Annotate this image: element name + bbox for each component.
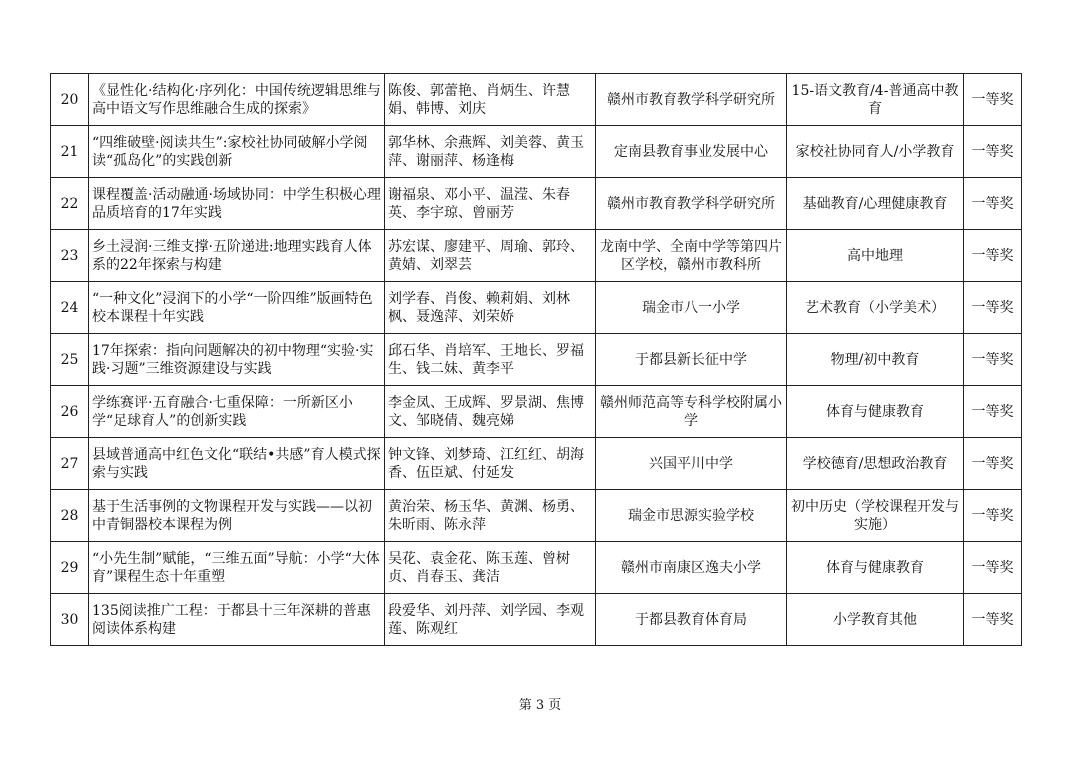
- table-row: [51, 438, 1022, 490]
- authors-cell: 苏宏谋、廖建平、周瑜、郭玲、黄婧、刘翠芸: [385, 230, 596, 282]
- authors-cell: 郭华林、余燕辉、刘美蓉、黄玉萍、谢丽萍、杨逢梅: [385, 126, 596, 178]
- title-cell: 乡土浸润·三维支撑·五阶递进:地理实践育人体系的22年探索与构建: [89, 230, 385, 282]
- row-number-cell: 28: [51, 490, 89, 542]
- category-cell: 初中历史（学校课程开发与实施）: [787, 490, 964, 542]
- row-number-cell: 30: [51, 594, 89, 646]
- table-row: [51, 594, 1022, 646]
- page-number: 第 3 页: [518, 698, 562, 713]
- unit-cell: 瑞金市思源实验学校: [596, 490, 787, 542]
- prize-cell: 一等奖: [964, 74, 1022, 126]
- row-number-cell: 25: [51, 334, 89, 386]
- unit-cell: 赣州市南康区逸夫小学: [596, 542, 787, 594]
- row-number-cell: 29: [51, 542, 89, 594]
- category-cell: 物理/初中教育: [787, 334, 964, 386]
- title-cell: 17年探索：指向问题解决的初中物理“实验·实践·习题”三维资源建设与实践: [89, 334, 385, 386]
- row-number-cell: 20: [51, 74, 89, 126]
- table-row: [51, 490, 1022, 542]
- unit-cell: 赣州师范高等专科学校附属小学: [596, 386, 787, 438]
- category-cell: 高中地理: [787, 230, 964, 282]
- title-cell: “一种文化”浸润下的小学“一阶四维”版画特色校本课程十年实践: [89, 282, 385, 334]
- title-cell: 课程覆盖·活动融通·场域协同：中学生积极心理品质培育的17年实践: [89, 178, 385, 230]
- row-number-cell: 24: [51, 282, 89, 334]
- prize-cell: 一等奖: [964, 438, 1022, 490]
- table-row: [51, 126, 1022, 178]
- table-row: [51, 282, 1022, 334]
- category-cell: 小学教育其他: [787, 594, 964, 646]
- table-row: [51, 74, 1022, 126]
- unit-cell: 定南县教育事业发展中心: [596, 126, 787, 178]
- unit-cell: 龙南中学、全南中学等第四片区学校，赣州市教科所: [596, 230, 787, 282]
- authors-cell: 陈俊、郭蕾艳、肖炳生、许慧娟、韩博、刘庆: [385, 74, 596, 126]
- awards-table-body: [51, 74, 1022, 646]
- awards-table: [50, 73, 1022, 646]
- authors-cell: 邱石华、肖培军、王地长、罗福生、钱二妹、黄李平: [385, 334, 596, 386]
- unit-cell: 兴国平川中学: [596, 438, 787, 490]
- title-cell: 基于生活事例的文物课程开发与实践——以初中青铜器校本课程为例: [89, 490, 385, 542]
- row-number-cell: 27: [51, 438, 89, 490]
- prize-cell: 一等奖: [964, 230, 1022, 282]
- prize-cell: 一等奖: [964, 334, 1022, 386]
- category-cell: 体育与健康教育: [787, 386, 964, 438]
- prize-cell: 一等奖: [964, 542, 1022, 594]
- row-number-cell: 26: [51, 386, 89, 438]
- authors-cell: 谢福泉、邓小平、温滢、朱春英、李宇琼、曾丽芳: [385, 178, 596, 230]
- prize-cell: 一等奖: [964, 178, 1022, 230]
- unit-cell: 于都县新长征中学: [596, 334, 787, 386]
- category-cell: 艺术教育（小学美术）: [787, 282, 964, 334]
- row-number-cell: 21: [51, 126, 89, 178]
- authors-cell: 李金凤、王成辉、罗景湖、焦博文、邹晓倩、魏亮娣: [385, 386, 596, 438]
- title-cell: 学练赛评·五育融合·七重保障：一所新区小学“足球育人”的创新实践: [89, 386, 385, 438]
- unit-cell: 赣州市教育教学科学研究所: [596, 74, 787, 126]
- title-cell: 县域普通高中红色文化“联结•共感”育人模式探索与实践: [89, 438, 385, 490]
- title-cell: 《显性化·结构化·序列化：中国传统逻辑思维与高中语文写作思维融合生成的探索》: [89, 74, 385, 126]
- prize-cell: 一等奖: [964, 126, 1022, 178]
- category-cell: 基础教育/心理健康教育: [787, 178, 964, 230]
- category-cell: 学校德育/思想政治教育: [787, 438, 964, 490]
- title-cell: 135阅读推广工程：于都县十三年深耕的普惠阅读体系构建: [89, 594, 385, 646]
- title-cell: “小先生制”赋能，“三维五面”导航：小学“大体育”课程生态十年重塑: [89, 542, 385, 594]
- prize-cell: 一等奖: [964, 386, 1022, 438]
- table-row: [51, 230, 1022, 282]
- prize-cell: 一等奖: [964, 282, 1022, 334]
- authors-cell: 段爱华、刘丹萍、刘学园、李观莲、陈观红: [385, 594, 596, 646]
- row-number-cell: 22: [51, 178, 89, 230]
- prize-cell: 一等奖: [964, 594, 1022, 646]
- table-row: [51, 386, 1022, 438]
- authors-cell: 吴花、袁金花、陈玉莲、曾树贞、肖春玉、龚洁: [385, 542, 596, 594]
- authors-cell: 刘学春、肖俊、赖莉娟、刘林枫、聂逸萍、刘荣娇: [385, 282, 596, 334]
- category-cell: 体育与健康教育: [787, 542, 964, 594]
- authors-cell: 钟文锋、刘梦琦、江红红、胡海香、伍臣斌、付延发: [385, 438, 596, 490]
- unit-cell: 赣州市教育教学科学研究所: [596, 178, 787, 230]
- table-row: [51, 542, 1022, 594]
- category-cell: 家校社协同育人/小学教育: [787, 126, 964, 178]
- prize-cell: 一等奖: [964, 490, 1022, 542]
- authors-cell: 黄治荣、杨玉华、黄渊、杨勇、朱昕雨、陈永萍: [385, 490, 596, 542]
- category-cell: 15-语文教育/4-普通高中教育: [787, 74, 964, 126]
- table-row: [51, 334, 1022, 386]
- row-number-cell: 23: [51, 230, 89, 282]
- unit-cell: 瑞金市八一小学: [596, 282, 787, 334]
- table-row: [51, 178, 1022, 230]
- title-cell: “四维破壁·阅读共生”:家校社协同破解小学阅读“孤岛化”的实践创新: [89, 126, 385, 178]
- unit-cell: 于都县教育体育局: [596, 594, 787, 646]
